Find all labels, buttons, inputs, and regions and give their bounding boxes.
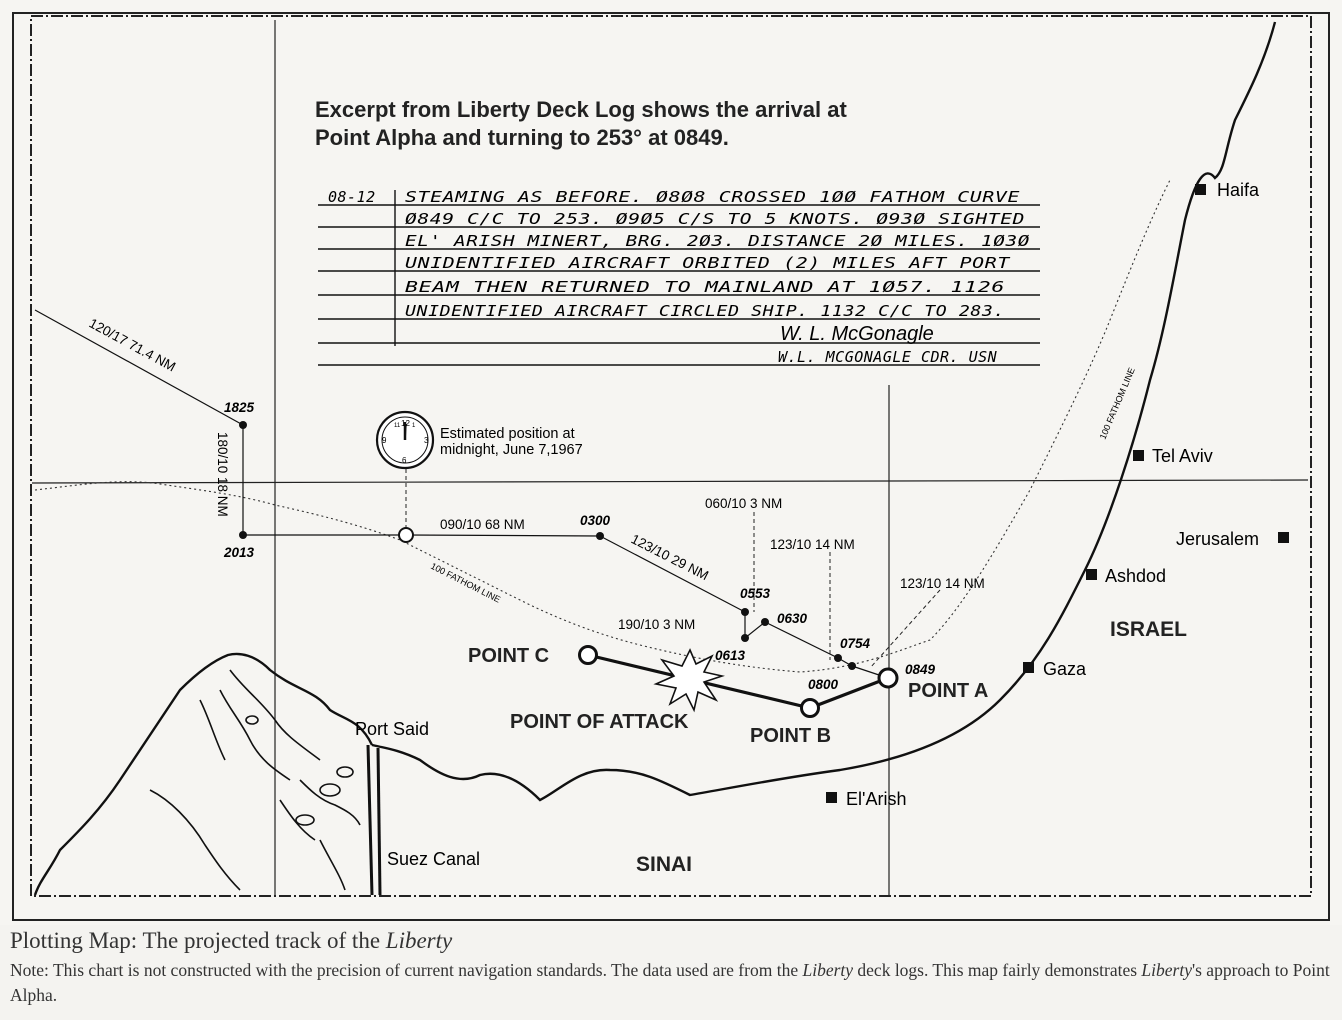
place-tel-aviv: Tel Aviv: [1152, 446, 1213, 466]
track-label-leg8: 123/10 14 NM: [900, 576, 985, 591]
caption-title-prefix: Plotting Map: The projected track of the: [10, 928, 386, 953]
time-0300: 0300: [580, 513, 611, 528]
point-a-label: POINT A: [908, 680, 989, 702]
track-label-leg4: 123/10 29 NM: [628, 531, 712, 584]
log-line-1: STEAMING AS BEFORE. Ø8Ø8 CROSSED 1ØØ FATHOM CURVE: [405, 188, 1020, 206]
point-of-attack-label: POINT OF ATTACK: [510, 711, 689, 733]
ashdod-marker: [1086, 569, 1097, 580]
node-0630: [761, 618, 769, 626]
node-0800: [848, 662, 856, 670]
caption-note-ship: Liberty: [802, 960, 854, 980]
place-ashdod: Ashdod: [1105, 566, 1167, 586]
log-signature-name: W.L. MCGONAGLE CDR. USN: [778, 348, 998, 366]
jerusalem-marker: [1278, 532, 1289, 543]
node-0754: [834, 654, 842, 662]
time-0849: 0849: [905, 662, 936, 677]
caption-note: [10, 958, 1335, 1008]
place-jerusalem: Jerusalem: [1176, 529, 1260, 549]
caption-title: [10, 928, 452, 954]
track-label-leg3: 090/10 68 NM: [440, 517, 525, 532]
time-2013: 2013: [224, 545, 255, 560]
region-israel: ISRAEL: [1110, 618, 1188, 641]
svg-text:9: 9: [382, 436, 387, 445]
caption-note-part1: Note: This chart is not constructed with the precision of current navigation standards. The data used are from the: [10, 960, 803, 980]
log-heading-line2: Point Alpha and turning to 253° at 0849.: [315, 125, 729, 150]
fathom-label-north: 100 FATHOM LINE: [1097, 366, 1137, 441]
place-el-arish: El'Arish: [846, 789, 907, 809]
time-0800: 0800: [808, 677, 839, 692]
point-c-marker: [580, 647, 597, 664]
caption-title-ship: Liberty: [385, 928, 453, 953]
time-0754: 0754: [840, 636, 871, 651]
point-a-marker: [879, 669, 897, 687]
track-label-leg1: 120/17 71.4 NM: [86, 315, 179, 375]
svg-text:12: 12: [401, 419, 410, 428]
log-line-4: UNIDENTIFIED AIRCRAFT ORBITED (2) MILES AFT PORT: [405, 254, 1011, 272]
time-0630: 0630: [777, 611, 808, 626]
svg-text:3: 3: [424, 436, 429, 445]
log-line-2: Ø849 C/C TO 253. Ø9Ø5 C/S TO 5 KNOTS. Ø93Ø SIGHTED: [405, 210, 1025, 228]
time-0613: 0613: [715, 648, 746, 663]
clock-icon: [377, 412, 433, 468]
midnight-position-marker: [399, 528, 413, 542]
track-label-leg7: 123/10 14 NM: [770, 537, 855, 552]
point-b-marker: [802, 700, 819, 717]
time-0553: 0553: [740, 586, 771, 601]
node-2013: [239, 531, 247, 539]
region-sinai: SINAI: [636, 853, 693, 876]
caption-note-ship2: Liberty: [1141, 960, 1192, 980]
fathom-label-west: 100 FATHOM LINE: [429, 560, 503, 605]
log-line-3: EL' ARISH MINERT, BRG. 2Ø3. DISTANCE 2Ø MILES. 1Ø3Ø: [405, 232, 1030, 250]
clock-note-line2: midnight, June 7,1967: [440, 442, 583, 458]
log-heading-line1: Excerpt from Liberty Deck Log shows the arrival at: [315, 97, 847, 122]
log-line-5: BEAM THEN RETURNED TO MAINLAND AT 1Ø57. 1126: [405, 278, 1005, 296]
svg-text:1: 1: [412, 423, 416, 429]
node-0553: [741, 608, 749, 616]
point-b-label: POINT B: [750, 725, 832, 747]
track-label-leg2: 180/10 18 NM: [215, 432, 230, 517]
svg-text:11: 11: [394, 423, 401, 429]
place-port-said: Port Said: [355, 719, 430, 739]
svg-text:6: 6: [402, 456, 407, 465]
log-line-6: UNIDENTIFIED AIRCRAFT CIRCLED SHIP. 1132 C/C TO 283.: [405, 302, 1005, 320]
node-1825: [239, 421, 247, 429]
log-watch: 08-12: [328, 188, 376, 206]
place-gaza: Gaza: [1043, 659, 1087, 679]
haifa-marker: [1195, 184, 1206, 195]
caption-note-part2: deck logs. This map fairly demonstrates: [853, 960, 1142, 980]
time-1825: 1825: [224, 400, 255, 415]
track-label-leg5: 060/10 3 NM: [705, 496, 783, 511]
place-haifa: Haifa: [1217, 180, 1260, 200]
point-c-label: POINT C: [468, 645, 550, 667]
node-0613: [741, 634, 749, 642]
node-0300: [596, 532, 604, 540]
caption-note-part3: 's approach to Point Alpha.: [10, 960, 1330, 1005]
tel-aviv-marker: [1133, 450, 1144, 461]
el-arish-marker: [826, 792, 837, 803]
gaza-marker: [1023, 662, 1034, 673]
track-label-leg6: 190/10 3 NM: [618, 617, 696, 632]
log-signature: W. L. McGonagle: [780, 323, 934, 345]
place-suez-canal: Suez Canal: [387, 849, 481, 869]
clock-note-line1: Estimated position at: [440, 426, 575, 442]
